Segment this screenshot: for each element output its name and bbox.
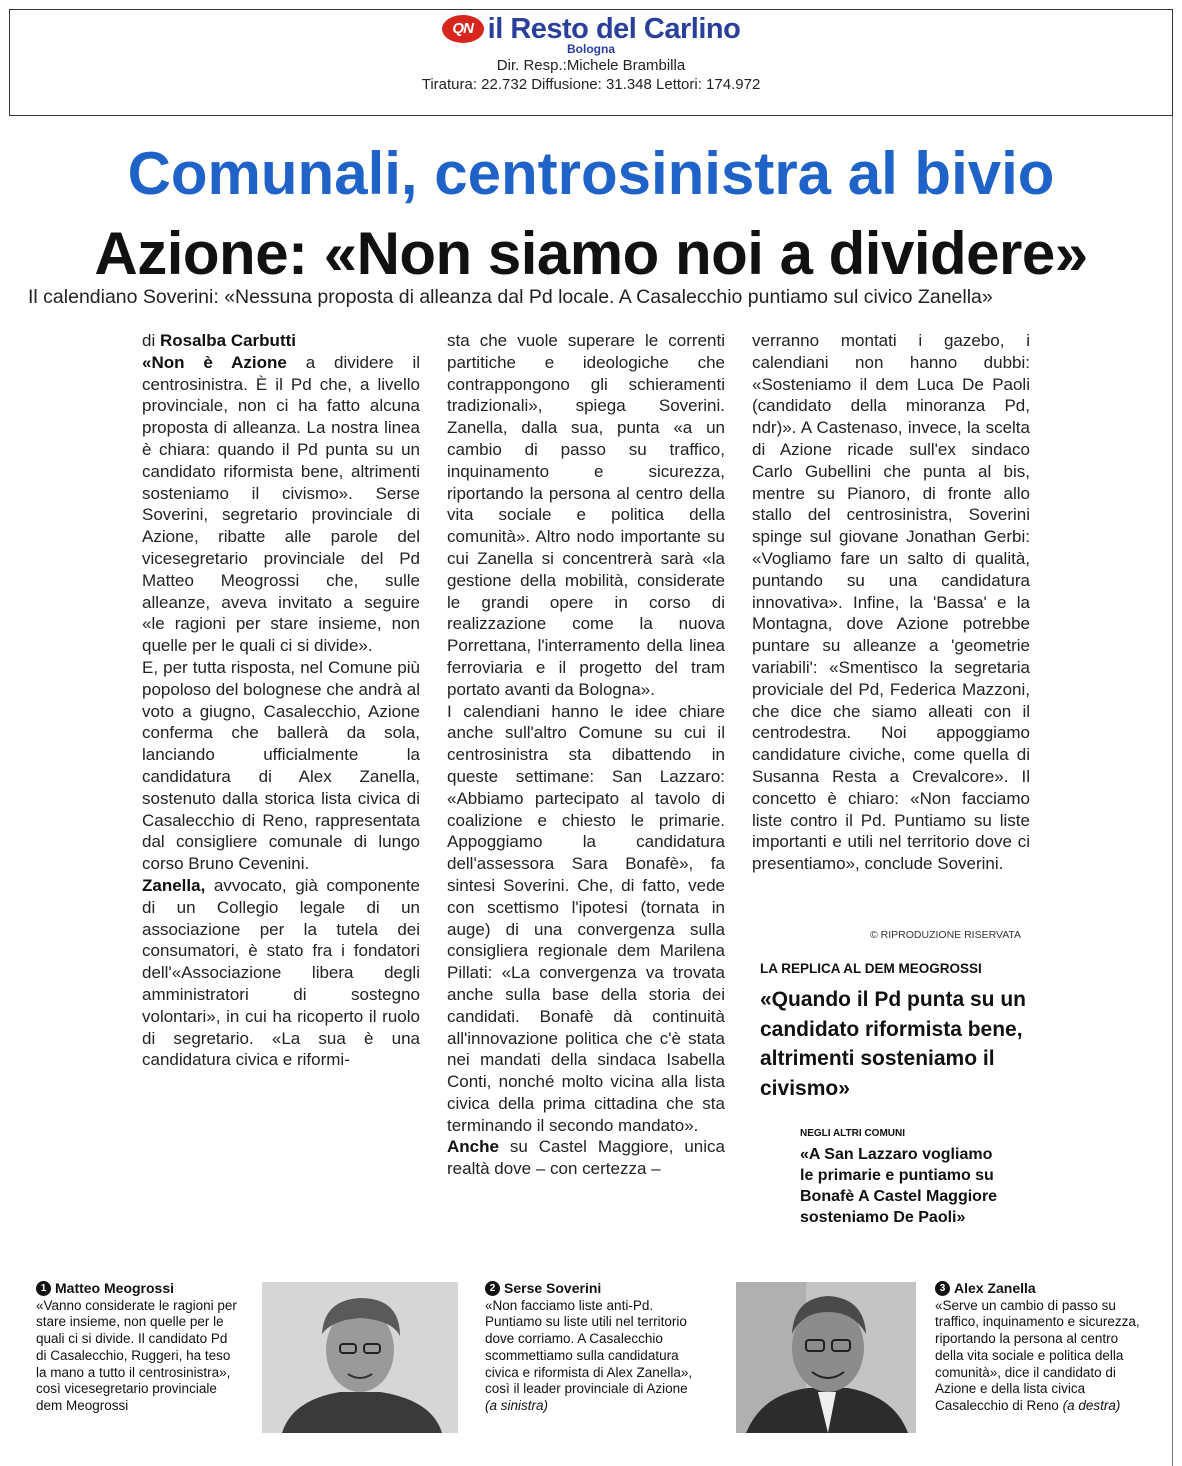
paragraph: sta che vuole superare le correnti partitiche e ideologiche che contrappongono gli schieramenti tradizionali», spiega Soverini. Zanella, dalla sua, punta «a un cambio di passo su traffico, inquinamento e sicurezza, riportando la persona al centro della vita sociale e politica della comunità». Altro nodo importante su cui Zanella si concentrerà sarà «la gestione della mobilità, considerate le grandi opere in corso di realizzazione come la nuova Porrettana, l'interramento della linea ferroviaria e il progetto del tram portato avanti da Bologna». — [447, 331, 725, 699]
profile-text: «Serve un cambio di passo su traffico, inquinamento e sicurezza, riportando la persona al centro della vita sociale e politica della comunità», dice il candidato di Azione e della lista civica Casalecchio di Reno — [935, 1297, 1140, 1413]
number-badge-icon: 2 — [485, 1281, 500, 1296]
other-quote: «A San Lazzaro vogliamo le primarie e puntiamo su Bonafè A Castel Maggiore sosteniamo De Paoli» — [800, 1146, 998, 1226]
paragraph: verranno montati i gazebo, i calendiani non hanno dubbi: «Sosteniamo il dem Luca De Paoli (candidato della minoranza Pd, ndr)». A Castenaso, invece, la scelta di Azione ricade sull'ex sindaco Carlo Gubellini che punta al bis, mentre su Pianoro, di fronte allo stallo del centrosinistra, Soverini spinge sul giovane Jonathan Gerbi: «Vogliamo fare un salto di qualità, puntando su una candidatura innovativa». Infine, la 'Bassa' e la Montagna, dove Azione potrebbe puntare su alleanze a 'geometrie variabili': «Smentisco la segretaria proviciale del Pd, Federica Mazzoni, che dice che siamo alleati con il centrodestra. Noi appoggiamo candidature civiche, come quella di Susanna Resta a Crevalcore». Il concetto è chiaro: «Non facciamo liste contro il Pd. Puntiamo su liste importanti e utili nel territorio dove ci presentiamo», conclude Soverini. — [752, 331, 1030, 874]
profile-position: (a sinistra) — [485, 1397, 549, 1413]
paper-name: il Resto del Carlino — [487, 13, 741, 45]
portrait-photo-zanella — [736, 1282, 916, 1433]
edition: Bologna — [567, 42, 615, 56]
pull-quote: «Quando il Pd punta su un candidato riformista bene, altrimenti sosteniamo il civismo» — [760, 988, 1026, 1100]
number-badge-icon: 3 — [935, 1281, 950, 1296]
replica-label: LA REPLICA AL DEM MEOGROSSI — [760, 961, 982, 976]
profile-text: «Vanno considerate le ragioni per stare insieme, non quelle per le quali ci si divide. Il candidato Pd di Casalecchio, Ruggeri, ha teso la mano a tutto il centrosinistra», così vicesegretario provinciale dem Meogrossi — [36, 1297, 237, 1413]
paragraph: E, per tutta risposta, nel Comune più popoloso del bolognese che andrà al voto a giugno, Casalecchio, Azione conferma che ballerà da sola, lanciando ufficialmente la candidatura di Alex Zanella, sostenuto dalla storica lista civica di Casalecchio di Reno, rappresentata dal consigliere comunale di lungo corso Bruno Cevenini. — [142, 657, 420, 874]
portrait-photo-meogrossi — [262, 1282, 458, 1433]
paragraph: Zanella, avvocato, già componente di un Collegio legale di un associazione per la tutela dei consumatori, è stato fra i fondatori dell'«Associazione libera degli amministratori di sostegno volontari», in cui ha ricoperto il ruolo di segretario. «La sua è una candidatura civica e riformi- — [142, 875, 420, 1070]
byline-author: Rosalba Carbutti — [159, 331, 296, 350]
profile-name: Matteo Meogrossi — [55, 1280, 175, 1296]
profile-position: (a destra) — [1062, 1397, 1121, 1413]
logo-row — [442, 14, 741, 44]
profile-name: Serse Soverini — [504, 1280, 602, 1296]
page-rule — [1172, 116, 1173, 1466]
portrait-zanella-icon — [736, 1282, 916, 1433]
other-label: NEGLI ALTRI COMUNI — [800, 1128, 905, 1139]
number-badge-icon: 1 — [36, 1281, 51, 1296]
article-column-3 — [752, 330, 1030, 875]
kicker: Comunali, centrosinistra al bivio — [127, 140, 1055, 207]
qn-logo-icon: QN — [442, 15, 484, 43]
article-column-1 — [142, 330, 420, 1071]
copyright: © RIPRODUZIONE RISERVATA — [870, 929, 1022, 941]
circulation: Tiratura: 22.732 Diffusione: 31.348 Lettori: 174.972 — [421, 76, 761, 93]
profile-zanella — [935, 1280, 1145, 1415]
director: Dir. Resp.:Michele Brambilla — [496, 57, 686, 74]
profile-name: Alex Zanella — [954, 1280, 1036, 1296]
profile-soverini — [485, 1280, 700, 1415]
portrait-meogrossi-icon — [262, 1282, 458, 1433]
profile-text: «Non facciamo liste anti-Pd. Puntiamo su liste utili nel territorio dove corriamo. A Casalecchio scommettiamo sulla candidatura civica e riformista di Alex Zanella», così il leader provinciale di Azione — [485, 1297, 693, 1397]
paragraph: Anche su Castel Maggiore, unica realtà dove – con certezza – — [447, 1137, 725, 1179]
paragraph: I calendiani hanno le idee chiare anche sull'altro Comune su cui il centrosinistra sta dibattendo in queste settimane: San Lazzaro: «Abbiamo partecipato al tavolo di coalizione e chiesto le primarie. Appoggiamo la candidatura dell'assessora Sara Bonafè», fa sintesi Soverini. Che, di fatto, vede con scettismo l'ipotesi (tornata in auge) di una convergenza sulla consigliera regionale dem Marilena Pillati: «La convergenza va trovata anche sulla base della storia dei candidati. Bonafè dà continuità all'innovazione politica che c'è stata nei mandati della sindaca Isabella Conti, nonché molto vicina alla lista civica della prima cittadina che sta terminando il secondo mandato». — [447, 701, 725, 1135]
byline: di Rosalba Carbutti — [142, 331, 296, 350]
headline: Azione: «Non siamo noi a dividere» — [94, 220, 1088, 287]
article-column-2 — [447, 330, 725, 1180]
masthead — [0, 14, 1182, 94]
paragraph: «Non è Azione a dividere il centrosinistra. È il Pd che, a livello provinciale, non ci ha fatto alcuna proposta di alleanza. La nostra linea è chiara: quando il Pd punta su un candidato riformista bene, altrimenti sosteniamo il civismo». Serse Soverini, segretario provinciale di Azione, ribatte alle parole del vicesegretario provinciale del Pd Matteo Meogrossi che, sulle alleanze, aveva invitato a seguire «le ragioni per stare insieme, non quelle per le quali ci si divide». — [142, 352, 420, 656]
profile-meogrossi — [36, 1280, 241, 1415]
subhead: Il calendiano Soverini: «Nessuna proposta di alleanza dal Pd locale. A Casalecchio puntiamo sul civico Zanella» — [28, 286, 993, 308]
